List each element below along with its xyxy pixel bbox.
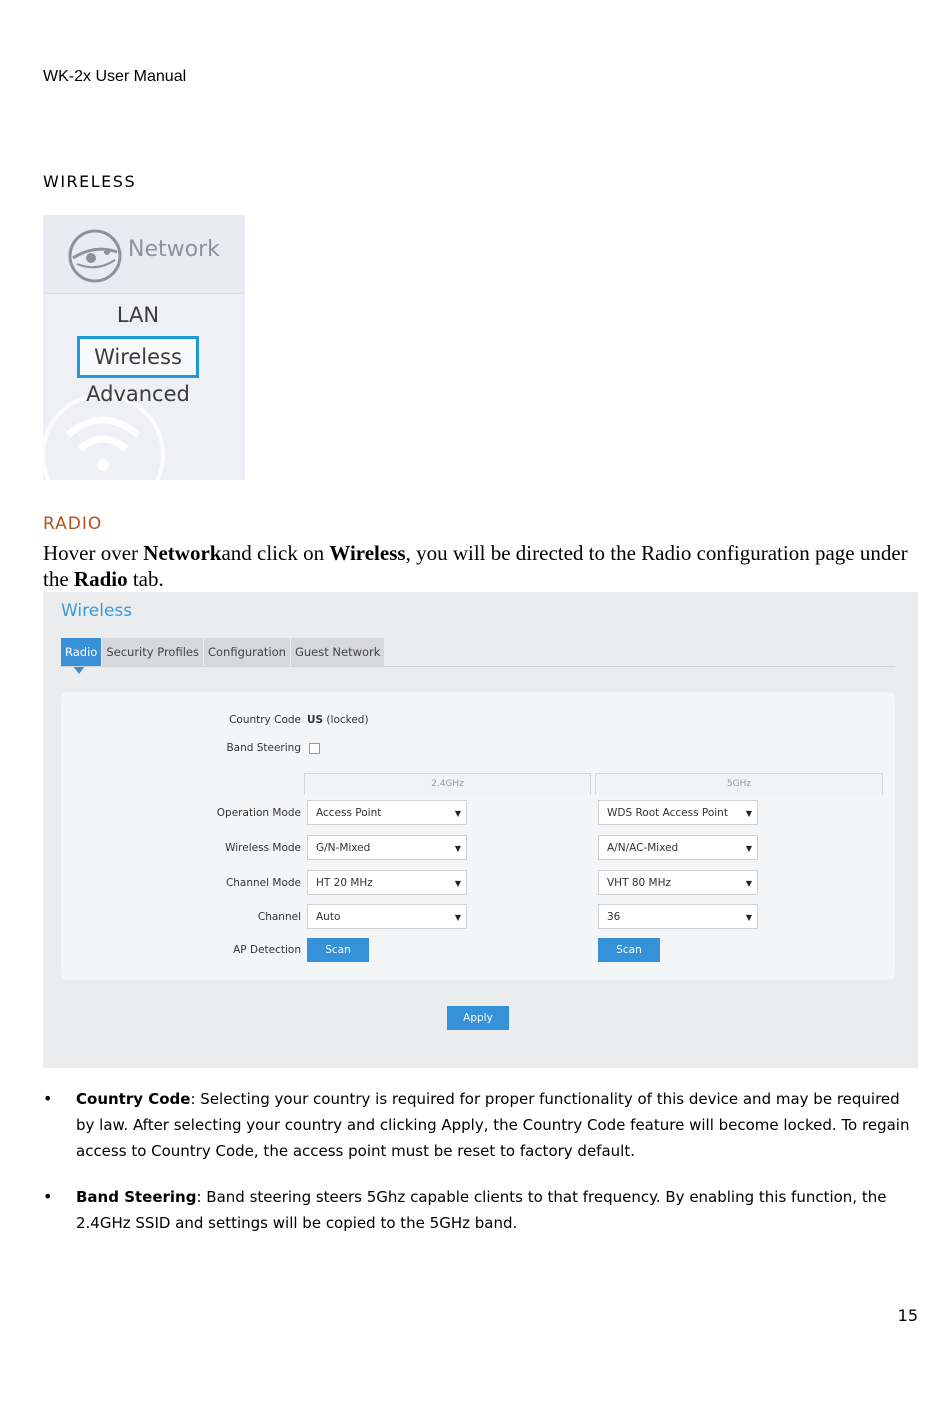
dropdown-arrow-icon: ▼ xyxy=(745,809,752,818)
section-title: WIRELESS xyxy=(43,172,137,191)
tab-radio[interactable]: Radio xyxy=(61,638,101,666)
menu-item-wireless[interactable]: Wireless xyxy=(77,336,199,378)
column-header-5ghz: 5GHz xyxy=(595,773,883,795)
column-header-24ghz: 2.4GHz xyxy=(304,773,591,795)
country-code-value: US (locked) xyxy=(307,714,369,726)
channel-mode-label: Channel Mode xyxy=(225,877,301,889)
bullet-dot: • xyxy=(43,1089,53,1108)
scan-5-button[interactable]: Scan xyxy=(598,938,660,962)
wireless-mode-label: Wireless Mode xyxy=(225,842,301,854)
bullet-band-steering: • Band Steering: Band steering steers 5Ghz capable clients to that frequency. By enabling this function, the 2.4GHz SSID and settings will be copied to the 5GHz band. xyxy=(43,1184,913,1236)
intro-paragraph: Hover over Networkand click on Wireless, you will be directed to the Radio configuration page under the Radio tab. xyxy=(43,541,908,591)
bullet-list xyxy=(43,1086,913,1256)
tab-security-profiles[interactable]: Security Profiles xyxy=(102,638,203,666)
menu-item-advanced[interactable]: Advanced xyxy=(86,382,190,406)
wireless-page-title: Wireless xyxy=(61,601,133,621)
dropdown-arrow-icon: ▼ xyxy=(454,879,461,888)
tab-configuration[interactable]: Configuration xyxy=(204,638,290,666)
wireless-mode-5-select[interactable]: A/N/AC-Mixed ▼ xyxy=(598,835,758,860)
tab-bar xyxy=(61,638,385,666)
band-steering-checkbox[interactable] xyxy=(309,743,320,754)
channel-24-select[interactable]: Auto ▼ xyxy=(307,904,467,929)
channel-label: Channel xyxy=(257,911,301,923)
subsection-title: RADIO xyxy=(43,514,103,534)
wireless-mode-24-select[interactable]: G/N-Mixed ▼ xyxy=(307,835,467,860)
band-steering-label: Band Steering xyxy=(226,742,301,754)
tab-divider xyxy=(61,666,895,667)
dropdown-arrow-icon: ▼ xyxy=(454,844,461,853)
network-menu-screenshot xyxy=(43,215,245,480)
channel-5-select[interactable]: 36 ▼ xyxy=(598,904,758,929)
apply-button[interactable]: Apply xyxy=(447,1006,509,1030)
operation-mode-24-select[interactable]: Access Point ▼ xyxy=(307,800,467,825)
dropdown-arrow-icon: ▼ xyxy=(454,809,461,818)
dropdown-arrow-icon: ▼ xyxy=(745,844,752,853)
network-menu-title: Network xyxy=(128,237,220,262)
channel-mode-24-select[interactable]: HT 20 MHz ▼ xyxy=(307,870,467,895)
tab-guest-network[interactable]: Guest Network xyxy=(291,638,384,666)
bullet-dot: • xyxy=(43,1187,53,1206)
operation-mode-5-select[interactable]: WDS Root Access Point ▼ xyxy=(598,800,758,825)
channel-mode-5-select[interactable]: VHT 80 MHz ▼ xyxy=(598,870,758,895)
page-number: 15 xyxy=(897,1306,918,1325)
running-header: WK-2x User Manual xyxy=(43,68,187,85)
dropdown-arrow-icon: ▼ xyxy=(454,913,461,922)
dropdown-arrow-icon: ▼ xyxy=(745,879,752,888)
network-globe-icon xyxy=(67,228,123,284)
scan-24-button[interactable]: Scan xyxy=(307,938,369,962)
bullet-country-code: • Country Code: Selecting your country is required for proper functionality of this device and may be required by law. After selecting your country and clicking Apply, the Country Code feature will become locked. To regain access to Country Code, the access point must be reset to factory default. xyxy=(43,1086,913,1164)
country-code-label: Country Code xyxy=(229,714,301,726)
menu-item-lan[interactable]: LAN xyxy=(116,303,160,327)
operation-mode-label: Operation Mode xyxy=(216,807,301,819)
radio-settings-panel xyxy=(61,692,895,980)
ap-detection-label: AP Detection xyxy=(233,944,301,956)
network-menu-header xyxy=(43,215,245,294)
dropdown-arrow-icon: ▼ xyxy=(745,913,752,922)
wireless-radio-screenshot xyxy=(43,592,918,1068)
